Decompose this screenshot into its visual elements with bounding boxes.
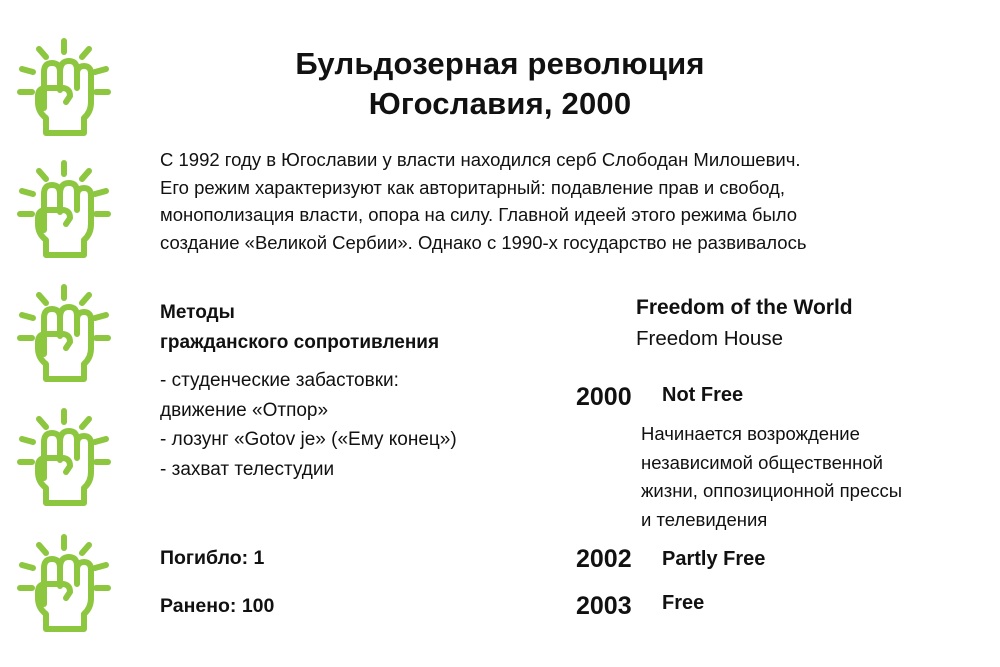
- year-2003: 2003: [576, 592, 632, 620]
- killed-count: Погибло: 1: [160, 547, 265, 569]
- page-title: [200, 44, 800, 124]
- freedom-title: Freedom of the World: [636, 296, 853, 319]
- year-2000: 2000: [576, 383, 632, 411]
- note-line: и телевидения: [641, 508, 768, 530]
- methods-heading-line-1: Методы: [160, 302, 235, 323]
- list-item: - захват телестудии: [160, 458, 335, 480]
- year-2002: 2002: [576, 545, 632, 573]
- raised-fist-icon: [14, 38, 114, 138]
- intro-line: Его режим характеризуют как авторитарный: подавление прав и свобод,: [160, 176, 785, 198]
- title-line-2: Югославия, 2000: [368, 86, 632, 121]
- methods-list: [160, 366, 457, 484]
- wounded-count: Ранено: 100: [160, 595, 275, 617]
- raised-fist-icon: [14, 284, 114, 384]
- intro-line: С 1992 году в Югославии у власти находился серб Слободан Милошевич.: [160, 149, 801, 170]
- status-2003: Free: [662, 592, 705, 614]
- status-2000: Not Free: [662, 384, 744, 406]
- list-item: движение «Отпор»: [160, 399, 329, 421]
- methods-heading: [160, 298, 439, 358]
- intro-paragraph: [160, 146, 950, 256]
- title-line-1: Бульдозерная революция: [295, 46, 705, 81]
- status-2002: Partly Free: [662, 548, 766, 570]
- intro-line: создание «Великой Сербии». Однако с 1990-х государство не развивалось: [160, 231, 807, 253]
- freedom-source: Freedom House: [636, 327, 783, 350]
- raised-fist-icon: [14, 408, 114, 508]
- freedom-note: [641, 420, 902, 534]
- note-line: жизни, оппозиционной прессы: [641, 480, 903, 501]
- note-line: независимой общественной: [641, 451, 883, 473]
- list-item: - лозунг «Gotov je» («Ему конец»): [160, 429, 457, 450]
- intro-line: монополизация власти, опора на силу. Главной идеей этого режима было: [160, 204, 798, 225]
- methods-heading-line-2: гражданского сопротивления: [160, 332, 440, 353]
- raised-fist-icon: [14, 534, 114, 634]
- list-item: - студенческие забастовки:: [160, 370, 399, 391]
- raised-fist-icon: [14, 160, 114, 260]
- note-line: Начинается возрождение: [641, 423, 860, 444]
